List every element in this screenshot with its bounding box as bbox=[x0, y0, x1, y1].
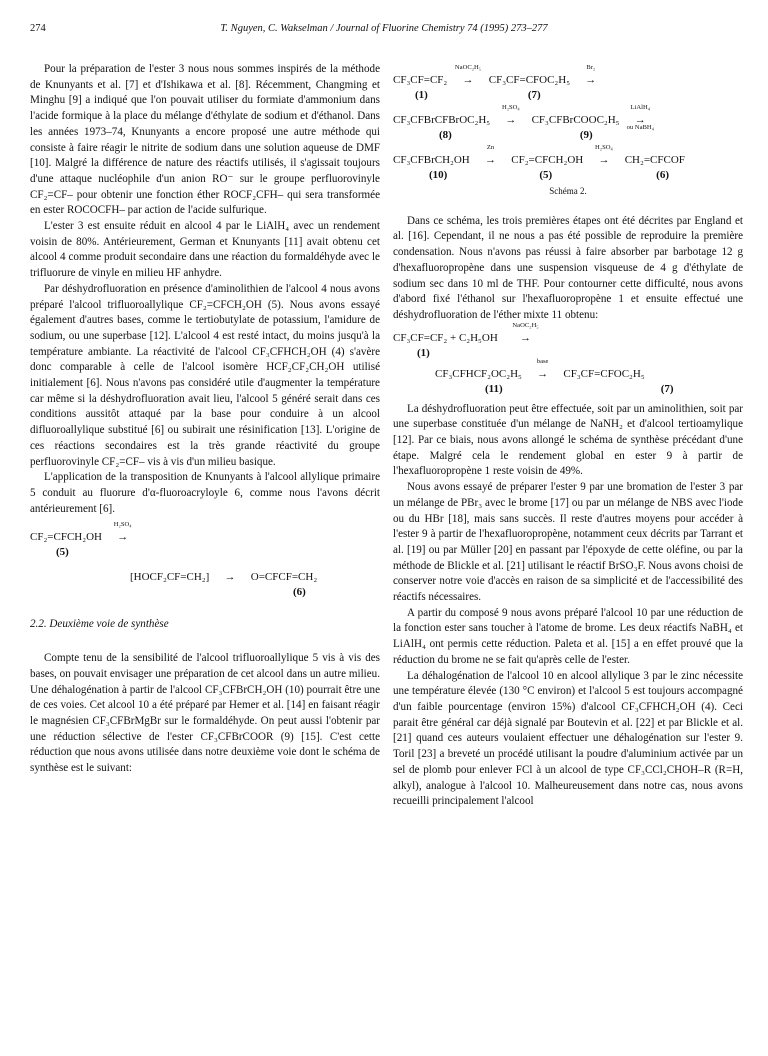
scheme-compound: CF₂=CFCH₂OH bbox=[511, 154, 584, 166]
left-column bbox=[30, 62, 380, 777]
eq2-reactants: CF₃CF=CF₂ + C₂H₅OH bbox=[393, 331, 498, 344]
reaction-arrow: NaOC₂H₅ → bbox=[454, 64, 482, 86]
reaction-arrow: base → bbox=[536, 357, 549, 380]
compound-number: (7) bbox=[660, 382, 674, 395]
compound-number: (5) bbox=[539, 169, 553, 181]
eq1-intermediate: [HOCF₂CF=CH₂] bbox=[130, 571, 210, 584]
eq1-reactant: CF₂=CFCH₂OH bbox=[30, 531, 102, 544]
compound-number: (10) bbox=[429, 169, 448, 181]
reaction-arrow: H₂SO₄ → bbox=[501, 104, 520, 126]
right-paragraph-1: Dans ce schéma, les trois premières étapes ont été décrites par England et al. [16]. Cependant, il ne nous a pas été possible de reproduire la première condensation. Nous n'avons pas réussi à faire absorber par barbotage 12 g d'hexafluoropropène dans une suspension visqueuse de 4 g d'éthylate de sodium sec dans 10 ml de THF. Pour contourner cette difficulté, nous avons d'abord fixé l'éthanol sur l'hexafluoropropène 1 et ensuite effectué une déshydrofluoration de l'éther mixte 11 obtenu: bbox=[393, 214, 743, 321]
right-paragraph-5: La déhalogénation de l'alcool 10 en alcool allylique 3 par le zinc nécessite une température élevée (130 °C environ) et l'alcool 5 est toujours accompagné d'un faible pourcentage (environ 15%) d'alcool CF₃CFHCH₂OH (4). Ceci parait être général car déjà signalé par Boutevin et al. [22] et par Blickle et al. [21] quand ces auteurs voulaient effectuer une déhalogénation sur l'ester 9. Toril [23] a breveté un procédé utilisant la poudre d'aluminium activée par un sel de plomb pour enlever FCl à un alcool de type CF₃CCl₂CHOH–R (R=H, alkyl), analogue à l'alcool 10. Malheureusement dans notre cas, nous avons recueilli principalement l'alcool bbox=[393, 669, 743, 808]
equation-ethanol-addition bbox=[393, 321, 743, 396]
compound-number: (6) bbox=[656, 169, 669, 181]
reaction-arrow: Zn → bbox=[485, 144, 496, 166]
reaction-arrow: H₂SO₄ → bbox=[595, 144, 613, 166]
equation-knunyants bbox=[30, 521, 380, 599]
reaction-arrow: NaOC₂H₅ → bbox=[512, 321, 539, 344]
eq1-num5: (5) bbox=[56, 546, 69, 559]
compound-number: (11) bbox=[485, 382, 503, 395]
running-head: T. Nguyen, C. Wakselman / Journal of Fluorine Chemistry 74 (1995) 273–277 bbox=[220, 23, 548, 34]
left-paragraph-1: Pour la préparation de l'ester 3 nous nous sommes inspirés de la méthode de Knunyants et al. [7] et d'Ishikawa et al. [8]. Récemment, Changming et Minghu [9] a indiqué que l'on pouvait utiliser du formiate d'ammonium dans l'acide formique à la place du mélange d'éthylate de sodium et d'éthanol. Dans les années 1973–74, Knunyants a encore proposé une autre méthode qui consiste à faire réagir le nitrite de sodium dans une solution aqueuse de DMF [10]. Malgré la différence de nature des réactifs utilisés, il s'agissait toujours d'une attaque nucléophile d'un anion RO⁻ sur le groupe perfluorovinyle CF₂=CF– pour obtenir une fonction éther ROCF₂CFH– qui sera transformée en ester ROCOCFH– par action de l'acide sulfurique. bbox=[30, 63, 380, 217]
scheme-caption: Schéma 2. bbox=[549, 186, 587, 196]
scheme-compound: CF₃CF=CF₂ bbox=[393, 74, 448, 86]
right-paragraph-3: Nous avons essayé de préparer l'ester 9 par une bromation de l'ester 3 par un mélange de PBr₃ avec le brome [17] ou par un mélange de NBS avec l'iode ou du HBr [18], mais sans succès. Il reste d'autres moyens pour accéder à l'ester 9 à partir de l'hexafluoropropène, notamment ceux décrits par Tarrant et al. [19] ou par Müller [20] en passant par l'époxyde de cette oléfine, ou par la méthode de Blickle et al. [21] utilisant le réactif BrSO₃F. Nous avons choisi de conserver notre voie d'accès en raison de sa simplicité et de l'accessibilité des réactifs nécessaires. bbox=[393, 481, 743, 604]
eq2-product: CF₃CF=CFOC₂H₅ bbox=[563, 367, 645, 380]
scheme-compound: CF₃CFBrCOOC₂H₅ bbox=[531, 114, 620, 126]
scheme-compound: CF₃CFBrCFBrOC₂H₅ bbox=[393, 114, 491, 126]
reaction-arrow: → bbox=[224, 571, 236, 584]
left-paragraph-5: Compte tenu de la sensibilité de l'alcool trifluoroallylique 5 vis à vis des bases, on pouvait envisager une préparation de cet alcool dans un autre milieu. Une déhalogénation à partir de l'alcool CF₃CFBrCH₂OH (10) pourrait être une de ces voies. Cet alcool 10 a été préparé par Hemer et al. [14] en faisant réagir le magnésien CF₃CFBrMgBr sur le formaldéhyde. On peut aussi l'obtenir par une réduction sélective de l'ester CF₃CFBrCOOR (9) [15]. C'est cette réduction que nous avons utilisée dans notre deuxième voie dont le schéma de synthèse est le suivant: bbox=[30, 652, 380, 775]
right-paragraph-2: La déshydrofluoration peut être effectuée, soit par un aminolithien, soit par une superbase constituée d'un mélange de NaNH₂ et d'alcool tertioamylique [12]. Par ce biais, nous avons allongé le schéma de synthèse précédant d'une étape. Malgré cela le rendement global en ester 9 à partir de l'hexafluoropropène 1 reste voisin de 49%. bbox=[393, 402, 743, 478]
eq1-product: O=CFCF=CH₂ bbox=[250, 571, 318, 584]
eq1-num6: (6) bbox=[293, 586, 306, 599]
eq2-ether: CF₃CFHCF₂OC₂H₅ bbox=[435, 367, 522, 380]
eq2-num1: (1) bbox=[417, 346, 430, 359]
scheme-2 bbox=[393, 62, 743, 200]
left-paragraph-2: L'ester 3 est ensuite réduit en alcool 4 par le LiAlH₄ avec un rendement voisin de 80%. Antérieurement, German et Knunyants [11] avait obtenu cet alcool 4 comme produit secondaire dans une réaction du formaldéhyde avec le trifluorure de vinyle en milieu HF anhydre. bbox=[30, 220, 380, 280]
reaction-arrow: LiAlH₄ → ou NaBH₄ bbox=[626, 104, 654, 131]
compound-number: (9) bbox=[579, 129, 593, 141]
right-column bbox=[393, 62, 743, 810]
section-title: 2.2. Deuxième voie de synthèse bbox=[30, 618, 169, 631]
left-paragraph-3: Par déshydrofluoration en présence d'aminolithien de l'alcool 4 nous avons préparé l'alcool trifluoroallylique CF₂=CFCH₂OH (5). Nous avons essayé également d'autres bases, comme le tertiobutylate de potassium, l'amidure de sodium, ou une superbase [12]. L'alcool 4 est resté intact, du moins jusqu'à la température ambiante. La réactivité de l'alcool CF₃CFHCH₂OH (4) s'avère donc comparable à celle de l'alcool isomère HCF₂CF₂CH₂OH utilisé initialement [6]. Nous n'avons pas considéré utile d'augmenter la température car même si la déshydrofluoration avait lieu, l'alcool 5 généré serait dans ces conditions aussitôt attaqué par la base pour conduire à un alcool difluoroallylique substitué [6] ou subirait une résinification [13]. L'origine de ces réactions secondaires est la très grande réactivité du groupe perfluorovinyle CF₂=CF– vis à vis d'un milieu basique. bbox=[30, 282, 380, 468]
compound-number: (1) bbox=[415, 89, 428, 101]
scheme-compound: CH₂=CFCOF bbox=[624, 154, 685, 166]
left-paragraph-4: L'application de la transposition de Knunyants à l'alcool allylique primaire 5 conduit au fluorure d'α-fluoroacryloyle 6, comme nous l'avons décrit antérieurement [6]. bbox=[30, 471, 380, 515]
compound-number: (8) bbox=[439, 129, 452, 141]
scheme-compound: CF₃CF=CFOC₂H₅ bbox=[488, 74, 571, 86]
right-paragraph-4: A partir du composé 9 nous avons préparé l'alcool 10 par une réduction de la fonction ester sans toucher à l'atome de brome. Les deux réactifs NaBH₄ et LiAlH₄ ont permis cette réduction. Paleta et al. [15] a en effet prouvé que la réduction du brome ne se fait qu'après celle de l'ester. bbox=[393, 606, 743, 666]
reaction-arrow: H₂SO₄ → bbox=[113, 521, 132, 544]
reaction-arrow: Br₂ → bbox=[585, 64, 597, 86]
compound-number: (7) bbox=[527, 89, 541, 101]
page-number: 274 bbox=[30, 23, 46, 34]
scheme-compound: CF₃CFBrCH₂OH bbox=[393, 154, 470, 166]
